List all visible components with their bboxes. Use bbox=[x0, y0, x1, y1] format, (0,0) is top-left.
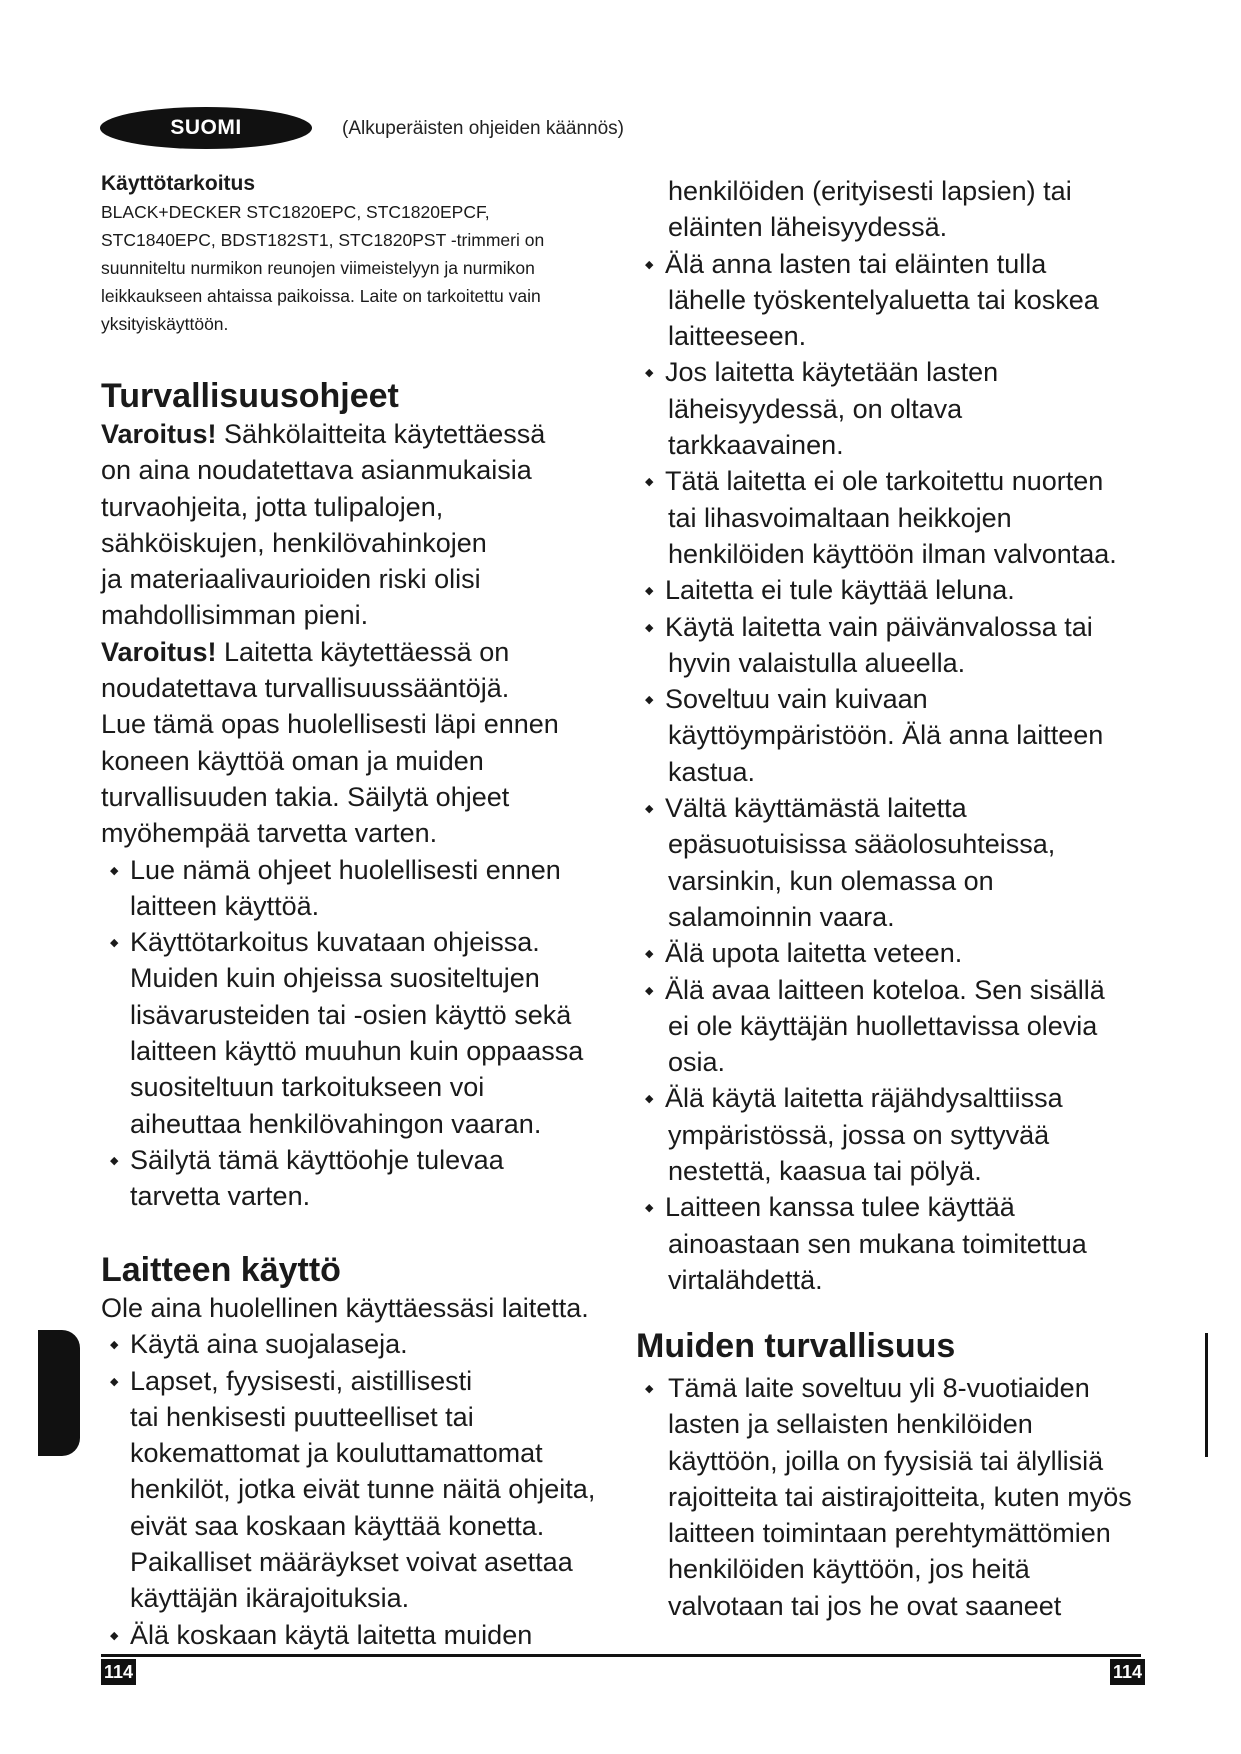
list-item-line: valvotaan tai jos he ovat saaneet bbox=[668, 1590, 1062, 1621]
list-item-line: suositeltuun tarkoitukseen voi bbox=[130, 1072, 485, 1103]
list-item-line: rajoitteita tai aistirajoitteita, kuten myös bbox=[668, 1481, 1132, 1512]
safety-warning-2 bbox=[101, 634, 631, 852]
list-item-line: laitteen toimintaan perehtymättömien bbox=[668, 1518, 1111, 1549]
list-item-line: Muiden kuin ohjeissa suositeltujen bbox=[130, 963, 540, 994]
list-item-line: ◆ Säilytä tämä käyttöohje tulevaa bbox=[130, 1144, 504, 1175]
warning-text: noudatettava turvallisuussääntöjä. bbox=[101, 673, 510, 704]
document-subtitle: (Alkuperäisten ohjeiden käännös) bbox=[342, 118, 625, 139]
list-item bbox=[636, 572, 1156, 608]
list-item-line: ◆ Älä koskaan käytä laitetta muiden bbox=[130, 1619, 533, 1650]
list-item-line: ◆ Käyttötarkoitus kuvataan ohjeissa. bbox=[130, 927, 540, 958]
safety-heading: Turvallisuusohjeet bbox=[101, 377, 399, 415]
list-item bbox=[636, 1370, 1156, 1624]
page-number-left: 114 bbox=[101, 1659, 136, 1685]
list-item-line: tai henkisesti puutteelliset tai bbox=[130, 1401, 474, 1432]
list-item-line: ◆ Älä avaa laitteen koteloa. Sen sisällä bbox=[665, 974, 1105, 1005]
list-item bbox=[101, 1142, 631, 1215]
list-item-line: ympäristössä, jossa on syttyvää bbox=[668, 1119, 1050, 1150]
other-safety-section bbox=[636, 1326, 1156, 1624]
warning-text: mahdollisimman pieni. bbox=[101, 600, 369, 631]
intended-use-line: BLACK+DECKER STC1820EPC, STC1820EPCF, bbox=[101, 202, 490, 222]
continuation-line: eläinten läheisyydessä. bbox=[668, 212, 948, 243]
warning-text: on aina noudatettava asianmukaisia bbox=[101, 455, 532, 486]
language-label: SUOMI bbox=[170, 116, 242, 139]
list-item-line: laitteen käyttö muuhun kuin oppaassa bbox=[130, 1036, 584, 1067]
list-item-line: läheisyydessä, on oltava bbox=[668, 393, 963, 424]
safety-bullet-list bbox=[101, 852, 631, 1215]
list-item bbox=[101, 924, 631, 1142]
list-item-line: ◆ Tätä laitetta ei ole tarkoitettu nuorten bbox=[665, 466, 1104, 497]
list-item-line: ◆ Käytä aina suojalaseja. bbox=[130, 1329, 408, 1360]
list-item-line: laitteeseen. bbox=[668, 321, 807, 352]
list-item-line: tarvetta varten. bbox=[130, 1181, 311, 1212]
list-item-line: ◆ Älä anna lasten tai eläinten tulla bbox=[665, 248, 1047, 279]
list-item bbox=[636, 354, 1156, 463]
list-item bbox=[636, 790, 1156, 935]
intended-use-heading: Käyttötarkoitus bbox=[101, 172, 256, 195]
list-item-line: ainoastaan sen mukana toimitettua bbox=[668, 1228, 1087, 1259]
list-item-line: ◆ Tämä laite soveltuu yli 8-vuotiaiden bbox=[668, 1373, 1090, 1403]
intended-use-line: leikkaukseen ahtaissa paikoissa. Laite on tarkoitettu vain bbox=[101, 286, 541, 306]
warning-text: Lue tämä opas huolellisesti läpi ennen bbox=[101, 709, 559, 740]
warning-text: koneen käyttöä oman ja muiden bbox=[101, 745, 484, 776]
list-item-line: salamoinnin vaara. bbox=[668, 901, 895, 932]
section-side-tab bbox=[38, 1330, 80, 1456]
list-item-line: ◆ Lapset, fyysisesti, aistillisesti bbox=[130, 1365, 473, 1396]
list-item-line: käyttöön, joilla on fyysisiä tai älyllisiä bbox=[668, 1445, 1104, 1476]
warning-text: sähköiskujen, henkilövahinkojen bbox=[101, 527, 487, 558]
list-item-line: ◆ Jos laitetta käytetään lasten bbox=[665, 357, 999, 388]
intended-use-line: suunniteltu nurmikon reunojen viimeistelyyn ja nurmikon bbox=[101, 258, 535, 278]
intended-use-line: yksityiskäyttöön. bbox=[101, 314, 229, 334]
list-item-line: henkilöiden käyttöön ilman valvontaa. bbox=[668, 538, 1117, 569]
list-item bbox=[636, 972, 1156, 1081]
list-item-line: ◆ Vältä käyttämästä laitetta bbox=[665, 793, 967, 824]
warning-text: myöhempää tarvetta varten. bbox=[101, 818, 438, 849]
list-item-line: nestettä, kaasua tai pölyä. bbox=[668, 1156, 982, 1187]
list-item-line: lasten ja sellaisten henkilöiden bbox=[668, 1409, 1033, 1440]
list-item-line: hyvin valaistulla alueella. bbox=[668, 647, 966, 678]
continuation-text bbox=[636, 173, 1156, 246]
list-item bbox=[636, 681, 1156, 790]
list-item bbox=[636, 1080, 1156, 1189]
list-item-line: Paikalliset määräykset voivat asettaa bbox=[130, 1547, 573, 1578]
warning-text: Sähkölaitteita käytettäessä bbox=[216, 419, 546, 449]
list-item-line: laitteen käyttöä. bbox=[130, 890, 320, 921]
list-item-line: osia. bbox=[668, 1047, 726, 1078]
continuation-line: henkilöiden (erityisesti lapsien) tai bbox=[668, 176, 1072, 206]
page-number-right: 114 bbox=[1110, 1659, 1145, 1685]
list-item-line: ◆ Lue nämä ohjeet huolellisesti ennen bbox=[130, 854, 561, 885]
intended-use-line: STC1840EPC, BDST182ST1, STC1820PST -trimmeri on bbox=[101, 230, 545, 250]
right-bullet-list bbox=[636, 246, 1156, 1299]
list-item-line: ◆ Soveltuu vain kuivaan bbox=[665, 684, 928, 715]
list-item bbox=[636, 246, 1156, 355]
list-item-line: eivät saa koskaan käyttää konetta. bbox=[130, 1510, 545, 1541]
list-item-line: tai lihasvoimaltaan heikkojen bbox=[668, 502, 1012, 533]
list-item-line: lähelle työskentelyaluetta tai koskea bbox=[668, 284, 1099, 315]
list-item-line: ◆ Älä käytä laitetta räjähdysalttiissa bbox=[665, 1083, 1063, 1114]
list-item-line: varsinkin, kun olemassa on bbox=[668, 865, 994, 896]
warning-text: turvaohjeita, jotta tulipalojen, bbox=[101, 491, 444, 522]
list-item-line: käyttöympäristöön. Älä anna laitteen bbox=[668, 720, 1104, 751]
list-item bbox=[636, 1189, 1156, 1298]
list-item-line: ◆ Laitetta ei tule käyttää leluna. bbox=[665, 575, 1015, 606]
list-item bbox=[101, 1326, 631, 1362]
list-item bbox=[101, 852, 631, 925]
list-item-line: henkilöt, jotka eivät tunne näitä ohjeita, bbox=[130, 1474, 596, 1505]
list-item bbox=[636, 463, 1156, 572]
warning-text: Laitetta käytettäessä on bbox=[216, 636, 510, 667]
footer-rule bbox=[101, 1654, 1141, 1657]
list-item-line: henkilöiden käyttöön, jos heitä bbox=[668, 1554, 1030, 1585]
list-item-line: epäsuotuisissa sääolosuhteissa, bbox=[668, 829, 1056, 860]
warning-label: Varoitus! bbox=[101, 636, 217, 667]
list-item-line: kokemattomat ja kouluttamattomat bbox=[130, 1438, 543, 1469]
list-item-line: virtalähdettä. bbox=[668, 1264, 823, 1295]
language-badge bbox=[100, 107, 312, 149]
other-safety-bullet-list bbox=[636, 1370, 1156, 1624]
device-use-heading: Laitteen käyttö bbox=[101, 1251, 341, 1289]
warning-label: Varoitus! bbox=[101, 419, 217, 449]
safety-warning-1 bbox=[101, 416, 631, 634]
list-item-line: ◆ Laitteen kanssa tulee käyttää bbox=[665, 1192, 1015, 1223]
device-use-section bbox=[101, 1250, 631, 1653]
safety-section bbox=[101, 376, 631, 1215]
list-item-line: kastua. bbox=[668, 756, 756, 787]
list-item bbox=[636, 935, 1156, 971]
right-safety-continued bbox=[636, 173, 1156, 1298]
list-item-line: aiheuttaa henkilövahingon vaaran. bbox=[130, 1108, 542, 1139]
list-item-line: ◆ Älä upota laitetta veteen. bbox=[665, 938, 963, 969]
list-item bbox=[101, 1363, 631, 1617]
list-item-line: ei ole käyttäjän huollettavissa olevia bbox=[668, 1010, 1098, 1041]
device-use-intro: Ole aina huolellinen käyttäessäsi laitetta. bbox=[101, 1293, 589, 1323]
list-item bbox=[101, 1617, 631, 1653]
list-item-line: käyttäjän ikärajoituksia. bbox=[130, 1583, 410, 1614]
device-use-bullet-list bbox=[101, 1326, 631, 1653]
intended-use-section bbox=[101, 172, 544, 338]
other-safety-heading: Muiden turvallisuus bbox=[636, 1327, 956, 1365]
warning-text: turvallisuuden takia. Säilytä ohjeet bbox=[101, 781, 510, 812]
warning-text: ja materiaalivaurioiden riski olisi bbox=[101, 564, 481, 595]
right-margin-rule bbox=[1205, 1333, 1208, 1457]
list-item-line: lisävarusteiden tai -osien käyttö sekä bbox=[130, 999, 572, 1030]
intended-use-text bbox=[101, 198, 544, 338]
list-item-line: tarkkaavainen. bbox=[668, 430, 844, 461]
list-item-line: ◆ Käytä laitetta vain päivänvalossa tai bbox=[665, 611, 1093, 642]
list-item bbox=[636, 609, 1156, 682]
